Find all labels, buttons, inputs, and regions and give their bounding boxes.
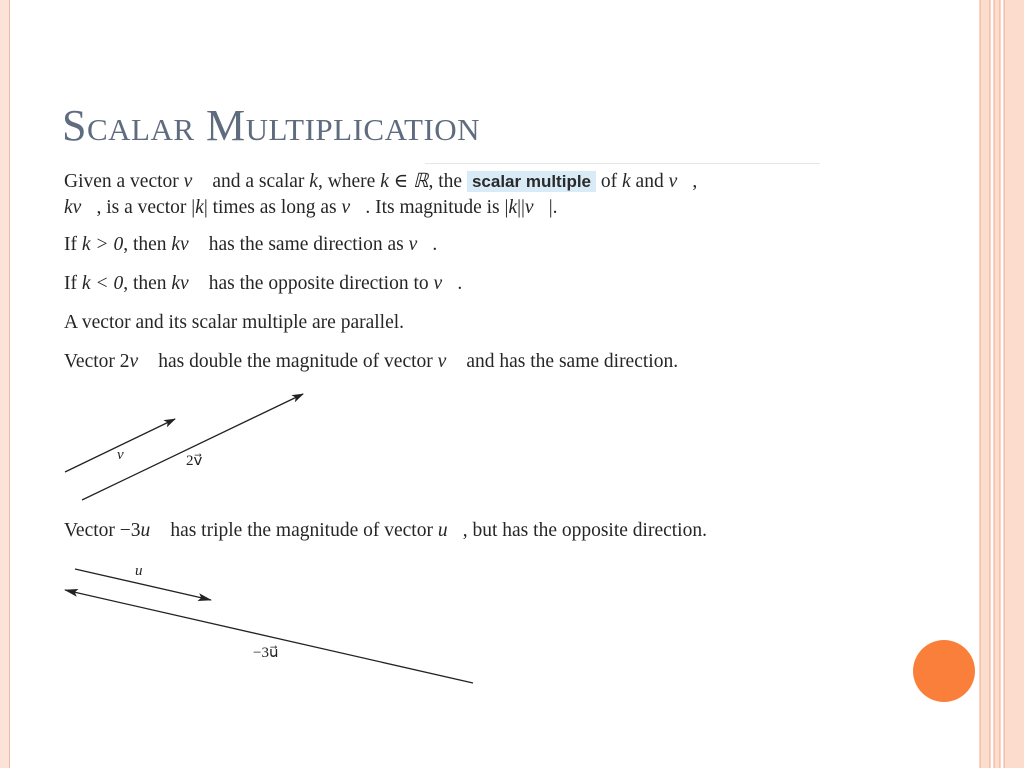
parallel-statement: A vector and its scalar multiple are parallel. [64,312,405,333]
definition-line-1: Given a vector v⃗ and a scalar k, where k ∈ ℝ, the scalar multiple of k and v⃗, [64,171,698,192]
diagram-double-vector [55,385,325,510]
vector-neg3u-arrow [65,590,473,683]
definition-line-2: kv⃗, is a vector |k| times as long as v⃗. Its magnitude is |k||v⃗|. [64,197,558,218]
label-u: u⃗ [135,563,155,579]
accent-circle [913,640,975,702]
diagram-opposite-vector [55,555,485,690]
vector-2v-arrow [82,394,303,500]
rule-positive-k: If k > 0, then kv⃗ has the same direction as v⃗. [64,234,438,255]
example-double: Vector 2v⃗ has double the magnitude of vector v⃗ and has the same direction. [64,351,679,372]
label-2v: 2v⃗ [186,453,203,469]
vector-v-arrow [65,419,175,472]
scalar-multiple-highlight: scalar multiple [467,171,596,192]
left-border-decoration [0,0,10,768]
divider [425,163,820,164]
example-triple-opposite: Vector −3u⃗ has triple the magnitude of vector u⃗, but has the opposite direction. [64,520,707,541]
right-border-decoration [975,0,1024,768]
rule-negative-k: If k < 0, then kv⃗ has the opposite direction to v⃗. [64,273,463,294]
label-v: v⃗ [117,447,136,463]
slide-title: Scalar Multiplication [62,101,481,150]
label-neg3u: −3u⃗ [253,645,279,661]
